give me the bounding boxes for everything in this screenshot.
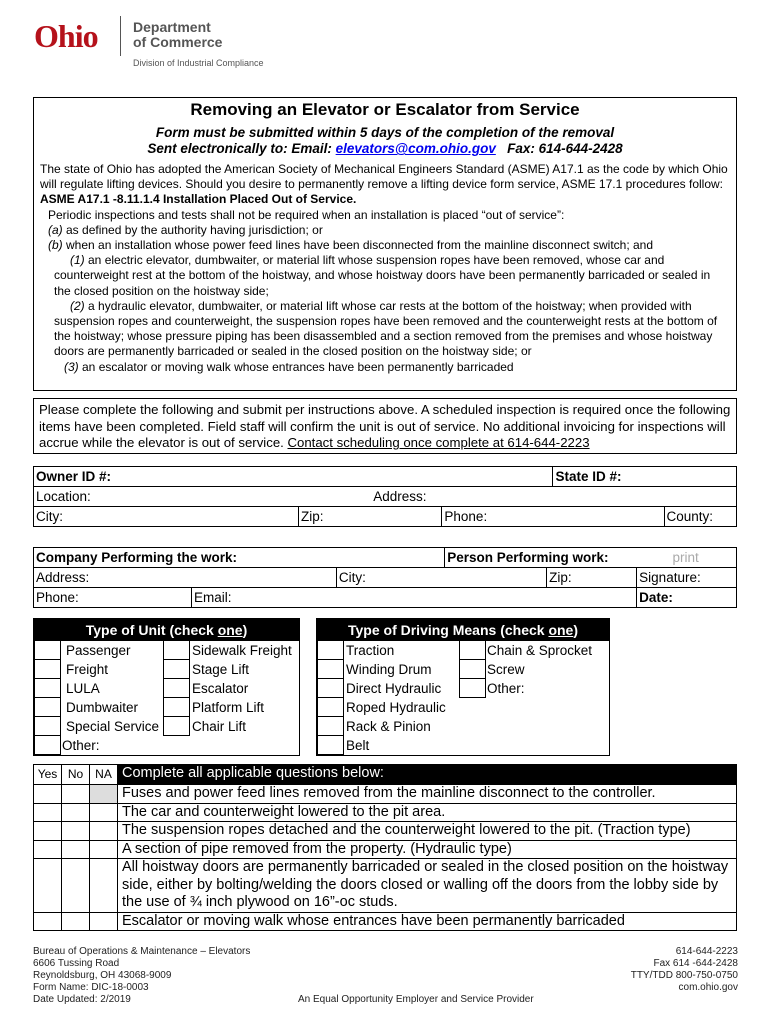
company-phone-field[interactable]: Phone: bbox=[34, 588, 192, 608]
owner-county-field[interactable]: County: bbox=[664, 507, 736, 527]
instructions-box: Please complete the following and submit per instructions above. A scheduled inspection is required once the following items have been completed. Field staff will confirm the unit is out of service. No additional invoicing for inspections will accrue while the elevator is out of service. Contact scheduling once complete at 614-644-2223 bbox=[33, 398, 737, 454]
checkbox[interactable] bbox=[459, 641, 486, 660]
unit-type-heading: Type of Unit (check one) bbox=[34, 619, 299, 641]
code-item-b: (b) when an installation whose power feed lines have been disconnected from the mainline disconnect switch; and bbox=[48, 238, 654, 253]
option-label: Dumbwaiter bbox=[66, 700, 139, 715]
option-label: Traction bbox=[346, 643, 395, 658]
yes-cell[interactable] bbox=[34, 840, 62, 859]
division-name: Division of Industrial Compliance bbox=[133, 58, 264, 68]
checkbox[interactable] bbox=[459, 679, 486, 698]
question-text: A section of pipe removed from the property. (Hydraulic type) bbox=[118, 840, 737, 859]
yes-cell[interactable] bbox=[34, 859, 62, 913]
ohio-logo: Ohio bbox=[34, 18, 98, 54]
state-id-field[interactable]: State ID #: bbox=[553, 467, 737, 487]
option-label: Chair Lift bbox=[192, 719, 247, 734]
code-item-b2: (2) a hydraulic elevator, dumbwaiter, or material lift whose car rests at the bottom of the hoistway; when provided with suspension ropes and counterweight, the suspension ropes have been removed and the counterweight rests at the bottom of the hoistway; whose pressure piping has been disassembled and a section removed from the premises and whose hoistway doors are permanently barricaded or sealed in the closed position on the hoistway side; or bbox=[54, 298, 718, 359]
yes-cell[interactable] bbox=[34, 803, 62, 822]
date-field[interactable]: Date: bbox=[637, 588, 737, 608]
option-label: Escalator bbox=[192, 681, 249, 696]
no-cell[interactable] bbox=[62, 822, 90, 841]
checkbox[interactable] bbox=[163, 698, 190, 717]
driving-means-heading: Type of Driving Means (check one) bbox=[317, 619, 609, 641]
submission-info: Sent electronically to: Email: elevators@com.ohio.gov Fax: 614-644-2428 bbox=[147, 141, 623, 156]
yes-cell[interactable] bbox=[34, 785, 62, 804]
location-field[interactable]: Location: bbox=[34, 487, 371, 507]
form-title: Removing an Elevator or Escalator from Service bbox=[190, 100, 580, 119]
na-cell[interactable] bbox=[90, 803, 118, 822]
na-column-header: NA bbox=[90, 765, 118, 785]
no-cell[interactable] bbox=[62, 840, 90, 859]
page-header bbox=[30, 14, 430, 74]
code-item-b1: (1) an electric elevator, dumbwaiter, or material lift whose suspension ropes have been removed, whose car and counterweight rest at the bottom of the hoistway, and whose hoistway doors have been permanently barricaded or sealed in the closed position on the hoistway side; bbox=[54, 253, 711, 298]
owner-id-field[interactable]: Owner ID #: bbox=[34, 467, 553, 487]
checkbox[interactable] bbox=[34, 679, 61, 698]
question-text: Fuses and power feed lines removed from the mainline disconnect to the controller. bbox=[118, 785, 737, 804]
checkbox[interactable] bbox=[34, 717, 61, 736]
code-item-b3: (3) an escalator or moving walk whose entrances have been permanently barricaded bbox=[64, 359, 514, 374]
checkbox[interactable] bbox=[317, 641, 344, 660]
no-cell[interactable] bbox=[62, 912, 90, 931]
no-column-header: No bbox=[62, 765, 90, 785]
checkbox[interactable] bbox=[317, 698, 344, 717]
yes-cell[interactable] bbox=[34, 822, 62, 841]
question-row bbox=[34, 803, 737, 822]
footer-address: Bureau of Operations & Maintenance – Elevators 6606 Tussing Road Reynoldsburg, OH 43068-9009 Form Name: DIC-18-0003 Date Updated: 2/2019 bbox=[33, 946, 251, 1005]
checkbox[interactable] bbox=[459, 660, 486, 679]
checkbox[interactable] bbox=[163, 679, 190, 698]
option-label: Stage Lift bbox=[192, 662, 250, 677]
no-cell[interactable] bbox=[62, 859, 90, 913]
question-text: The suspension ropes detached and the counterweight lowered to the pit. (Traction type) bbox=[118, 822, 737, 841]
na-cell[interactable] bbox=[90, 859, 118, 913]
questions-table bbox=[33, 764, 737, 931]
option-label: Sidewalk Freight bbox=[192, 643, 292, 658]
company-field[interactable]: Company Performing the work: bbox=[34, 548, 445, 568]
owner-zip-field[interactable]: Zip: bbox=[299, 507, 442, 527]
no-cell[interactable] bbox=[62, 785, 90, 804]
checkbox[interactable] bbox=[163, 717, 190, 736]
company-email-field[interactable]: Email: bbox=[192, 588, 637, 608]
person-field[interactable]: Person Performing work: print bbox=[445, 548, 737, 568]
checkbox[interactable] bbox=[34, 660, 61, 679]
questions-heading: Complete all applicable questions below: bbox=[118, 765, 737, 785]
footer-contact: 614-644-2223 Fax 614 -644-2428 TTY/TDD 800-750-0750 com.ohio.gov bbox=[630, 946, 738, 993]
checkbox[interactable] bbox=[34, 736, 61, 755]
code-heading: ASME A17.1 -8.11.1.4 Installation Placed Out of Service. bbox=[40, 192, 357, 207]
company-address-field[interactable]: Address: bbox=[34, 568, 337, 588]
question-text: The car and counterweight lowered to the pit area. bbox=[118, 803, 737, 822]
option-label: Chain & Sprocket bbox=[487, 643, 593, 658]
owner-address-field[interactable]: Address: bbox=[370, 487, 736, 507]
intro-section bbox=[33, 97, 737, 391]
yes-column-header: Yes bbox=[34, 765, 62, 785]
question-row bbox=[34, 912, 737, 931]
option-label: Freight bbox=[66, 662, 109, 677]
code-paragraph: Periodic inspections and tests shall not be required when an installation is placed “out of service”: bbox=[48, 207, 565, 222]
na-cell[interactable] bbox=[90, 912, 118, 931]
option-label: Roped Hydraulic bbox=[346, 700, 446, 715]
option-label: Passenger bbox=[66, 643, 131, 658]
signature-field[interactable]: Signature: bbox=[637, 568, 737, 588]
owner-phone-field[interactable]: Phone: bbox=[442, 507, 664, 527]
option-label: Direct Hydraulic bbox=[346, 681, 442, 696]
owner-info-table bbox=[33, 466, 737, 527]
na-cell[interactable] bbox=[90, 822, 118, 841]
option-label: Special Service bbox=[66, 719, 160, 734]
checkbox[interactable] bbox=[317, 679, 344, 698]
checkbox[interactable] bbox=[317, 736, 344, 755]
option-label: Other: bbox=[487, 681, 525, 696]
contact-scheduling: Contact scheduling once complete at 614-644-2223 bbox=[287, 435, 590, 450]
checkbox[interactable] bbox=[163, 660, 190, 679]
yes-cell[interactable] bbox=[34, 912, 62, 931]
checkbox[interactable] bbox=[163, 641, 190, 660]
driving-means-box bbox=[316, 618, 610, 756]
intro-paragraph: The state of Ohio has adopted the American Society of Mechanical Engineers Standard (ASME) A17.1 as the code by which Ohio will regulate lifting devices. Should you desire to permanently remove a lifting device form service, ASME 17.1 procedures follow: bbox=[40, 162, 728, 192]
checkbox[interactable] bbox=[34, 641, 61, 660]
question-text: Escalator or moving walk whose entrances have been permanently barricaded bbox=[118, 912, 737, 931]
question-row bbox=[34, 859, 737, 913]
option-label: Winding Drum bbox=[346, 662, 432, 677]
questions-header-row bbox=[34, 765, 737, 785]
company-city-field[interactable]: City: bbox=[336, 568, 546, 588]
na-cell[interactable] bbox=[90, 785, 118, 804]
code-item-a: (a) as defined by the authority having jurisdiction; or bbox=[48, 222, 323, 237]
other-label: Other: bbox=[62, 738, 100, 753]
na-cell[interactable] bbox=[90, 840, 118, 859]
company-info-table bbox=[33, 547, 737, 608]
question-text: All hoistway doors are permanently barricaded or sealed in the closed position on the hoistway side, either by bolting/welding the doors closed or walling off the doors from the lobby side by the use of ¾ inch plywood on 16”-oc studs. bbox=[118, 859, 737, 913]
question-row bbox=[34, 822, 737, 841]
option-label: Rack & Pinion bbox=[346, 719, 431, 734]
email-link[interactable]: elevators@com.ohio.gov bbox=[335, 141, 496, 156]
unit-type-box bbox=[33, 618, 300, 756]
header-divider bbox=[120, 16, 121, 56]
footer-eeo: An Equal Opportunity Employer and Service Provider bbox=[298, 994, 534, 1005]
option-label: Platform Lift bbox=[192, 700, 265, 715]
company-zip-field[interactable]: Zip: bbox=[547, 568, 637, 588]
owner-city-field[interactable]: City: bbox=[34, 507, 299, 527]
option-label: Belt bbox=[346, 738, 370, 753]
deadline-note: Form must be submitted within 5 days of the completion of the removal bbox=[155, 125, 615, 140]
option-label: Screw bbox=[487, 662, 525, 677]
question-row bbox=[34, 840, 737, 859]
department-name: Department of Commerce bbox=[133, 19, 223, 50]
no-cell[interactable] bbox=[62, 803, 90, 822]
checkbox[interactable] bbox=[317, 717, 344, 736]
checkbox[interactable] bbox=[317, 660, 344, 679]
option-label: LULA bbox=[66, 681, 100, 696]
checkbox[interactable] bbox=[34, 698, 61, 717]
question-row bbox=[34, 785, 737, 804]
